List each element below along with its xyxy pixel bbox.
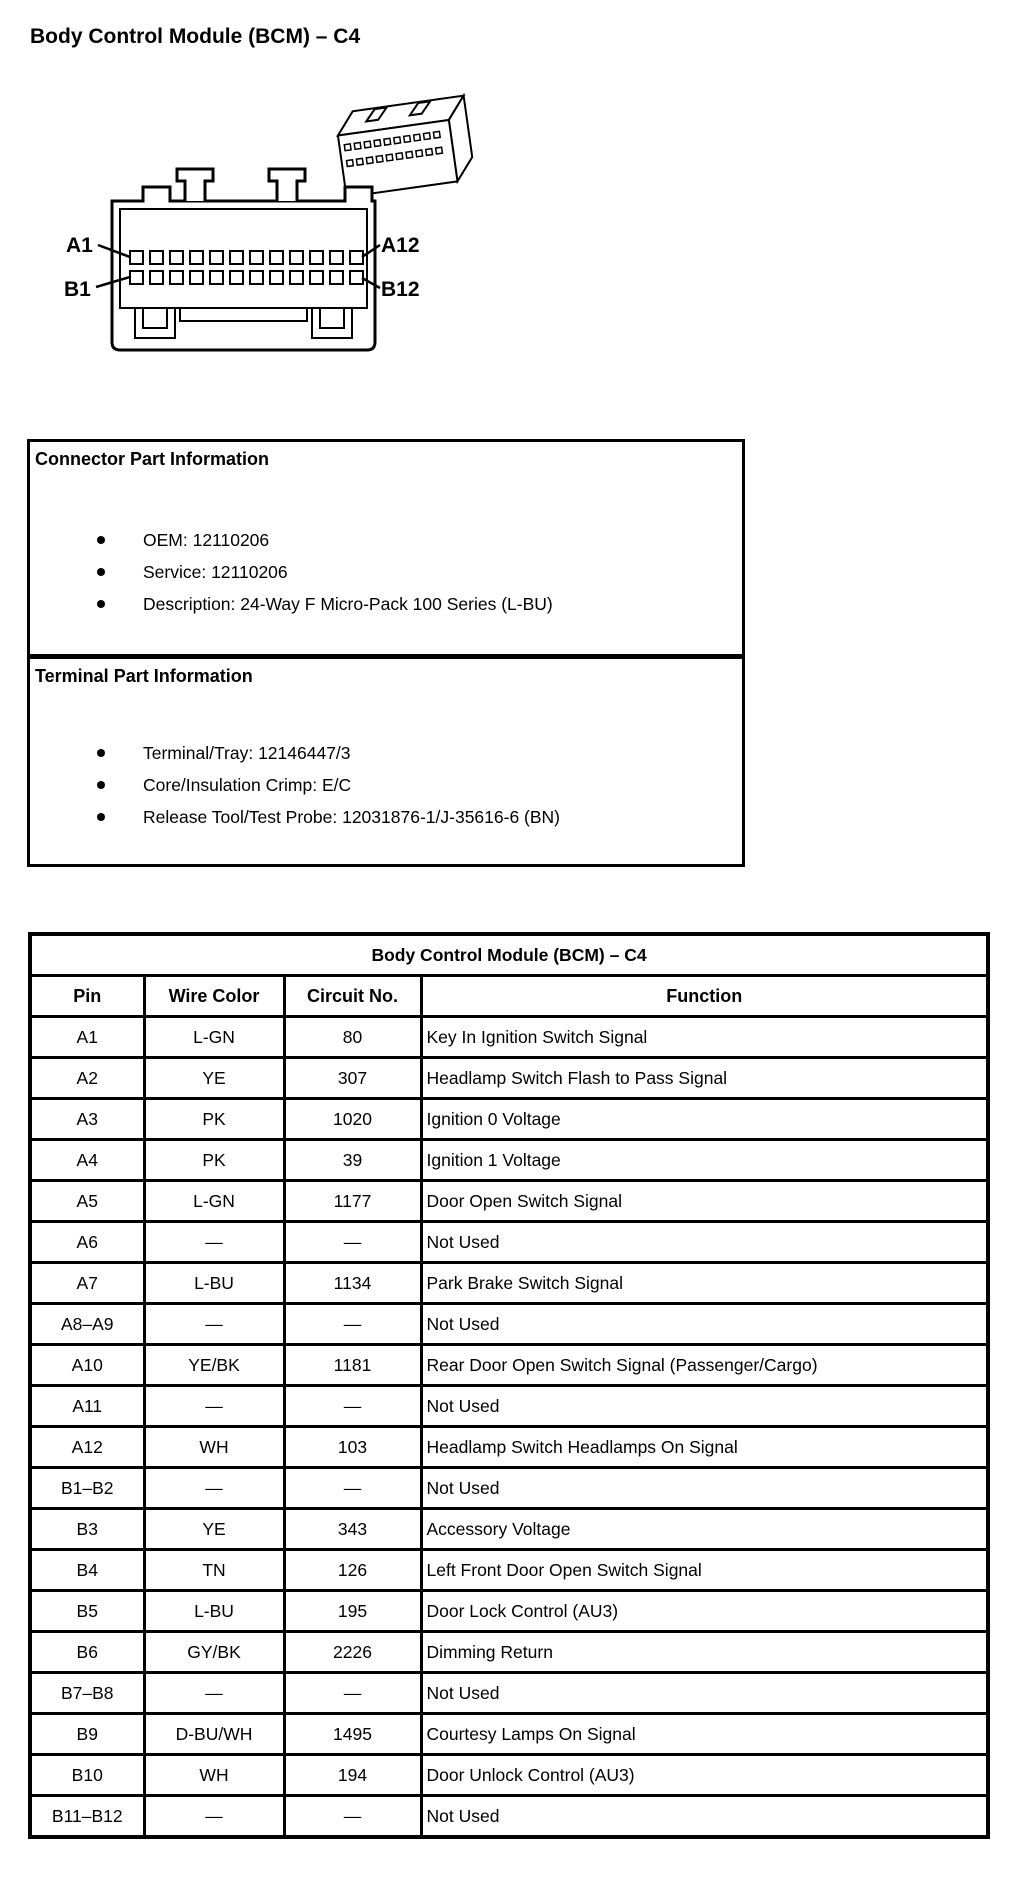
function-cell: Door Open Switch Signal bbox=[421, 1181, 988, 1222]
connector-part-info-list bbox=[35, 524, 734, 620]
table-row bbox=[30, 1468, 988, 1509]
terminal-part-info-list bbox=[35, 737, 734, 833]
table-row bbox=[30, 1509, 988, 1550]
connector-part-information-section bbox=[30, 442, 742, 654]
circuit-no-cell: 80 bbox=[284, 1017, 421, 1058]
list-item: Service: 12110206 bbox=[95, 556, 734, 588]
pin-label-b12: B12 bbox=[381, 278, 420, 301]
connector-diagram bbox=[40, 85, 1024, 377]
connector-part-info-heading: Connector Part Information bbox=[35, 449, 270, 469]
function-cell: Ignition 1 Voltage bbox=[421, 1140, 988, 1181]
table-row bbox=[30, 1345, 988, 1386]
circuit-no-cell: — bbox=[284, 1386, 421, 1427]
pin-cell: A7 bbox=[30, 1263, 144, 1304]
pin-cell: A12 bbox=[30, 1427, 144, 1468]
circuit-no-cell: 39 bbox=[284, 1140, 421, 1181]
function-cell: Door Unlock Control (AU3) bbox=[421, 1755, 988, 1796]
wire-color-cell: — bbox=[144, 1304, 284, 1345]
function-cell: Park Brake Switch Signal bbox=[421, 1263, 988, 1304]
wire-color-cell: YE/BK bbox=[144, 1345, 284, 1386]
circuit-no-cell: 195 bbox=[284, 1591, 421, 1632]
table-row bbox=[30, 1263, 988, 1304]
function-cell: Dimming Return bbox=[421, 1632, 988, 1673]
wire-color-cell: — bbox=[144, 1796, 284, 1838]
circuit-no-cell: 1134 bbox=[284, 1263, 421, 1304]
circuit-no-cell: — bbox=[284, 1673, 421, 1714]
column-header-pin: Pin bbox=[30, 976, 144, 1017]
function-cell: Ignition 0 Voltage bbox=[421, 1099, 988, 1140]
pin-label-a12: A12 bbox=[381, 234, 420, 257]
pin-cell: A11 bbox=[30, 1386, 144, 1427]
wire-color-cell: L-BU bbox=[144, 1263, 284, 1304]
table-row bbox=[30, 1755, 988, 1796]
part-information-box bbox=[27, 439, 745, 867]
table-row bbox=[30, 1796, 988, 1838]
wire-color-cell: GY/BK bbox=[144, 1632, 284, 1673]
wire-color-cell: — bbox=[144, 1222, 284, 1263]
pin-cell: B4 bbox=[30, 1550, 144, 1591]
pin-cell: B7–B8 bbox=[30, 1673, 144, 1714]
pin-cell: B9 bbox=[30, 1714, 144, 1755]
circuit-no-cell: 1181 bbox=[284, 1345, 421, 1386]
function-cell: Left Front Door Open Switch Signal bbox=[421, 1550, 988, 1591]
table-row bbox=[30, 1427, 988, 1468]
pin-cell: A10 bbox=[30, 1345, 144, 1386]
circuit-no-cell: 126 bbox=[284, 1550, 421, 1591]
function-cell: Not Used bbox=[421, 1468, 988, 1509]
function-cell: Headlamp Switch Headlamps On Signal bbox=[421, 1427, 988, 1468]
table-row bbox=[30, 1673, 988, 1714]
pin-cell: A4 bbox=[30, 1140, 144, 1181]
function-cell: Not Used bbox=[421, 1304, 988, 1345]
column-header-wire-color: Wire Color bbox=[144, 976, 284, 1017]
function-cell: Key In Ignition Switch Signal bbox=[421, 1017, 988, 1058]
list-item: Core/Insulation Crimp: E/C bbox=[95, 769, 734, 801]
function-cell: Rear Door Open Switch Signal (Passenger/Cargo) bbox=[421, 1345, 988, 1386]
function-cell: Headlamp Switch Flash to Pass Signal bbox=[421, 1058, 988, 1099]
pin-cell: B6 bbox=[30, 1632, 144, 1673]
circuit-no-cell: — bbox=[284, 1796, 421, 1838]
table-row bbox=[30, 1714, 988, 1755]
pin-cell: A2 bbox=[30, 1058, 144, 1099]
connector-latch-tab bbox=[269, 169, 305, 201]
terminal-part-information-section bbox=[30, 654, 742, 864]
wire-color-cell: D-BU/WH bbox=[144, 1714, 284, 1755]
wire-color-cell: YE bbox=[144, 1509, 284, 1550]
function-cell: Not Used bbox=[421, 1222, 988, 1263]
column-header-function: Function bbox=[421, 976, 988, 1017]
wire-color-cell: L-GN bbox=[144, 1017, 284, 1058]
pin-cell: A1 bbox=[30, 1017, 144, 1058]
column-header-circuit-no: Circuit No. bbox=[284, 976, 421, 1017]
connector-3d-view bbox=[335, 96, 475, 197]
connector-face-outline bbox=[112, 187, 375, 350]
wire-color-cell: YE bbox=[144, 1058, 284, 1099]
circuit-no-cell: — bbox=[284, 1304, 421, 1345]
table-row bbox=[30, 1386, 988, 1427]
terminal-part-info-heading: Terminal Part Information bbox=[35, 666, 253, 686]
function-cell: Not Used bbox=[421, 1796, 988, 1838]
pin-cell: B11–B12 bbox=[30, 1796, 144, 1838]
circuit-no-cell: 194 bbox=[284, 1755, 421, 1796]
function-cell: Not Used bbox=[421, 1673, 988, 1714]
pin-cell: B10 bbox=[30, 1755, 144, 1796]
pin-cell: B1–B2 bbox=[30, 1468, 144, 1509]
pinout-table-body bbox=[30, 1017, 988, 1838]
list-item: OEM: 12110206 bbox=[95, 524, 734, 556]
wire-color-cell: L-BU bbox=[144, 1591, 284, 1632]
list-item: Release Tool/Test Probe: 12031876-1/J-35616-6 (BN) bbox=[95, 801, 734, 833]
circuit-no-cell: 1020 bbox=[284, 1099, 421, 1140]
wire-color-cell: WH bbox=[144, 1427, 284, 1468]
connector-diagram-svg bbox=[40, 85, 500, 377]
table-row bbox=[30, 1222, 988, 1263]
circuit-no-cell: — bbox=[284, 1222, 421, 1263]
wire-color-cell: PK bbox=[144, 1099, 284, 1140]
pin-cell: B5 bbox=[30, 1591, 144, 1632]
pinout-table-title-row bbox=[30, 934, 988, 976]
table-row bbox=[30, 1099, 988, 1140]
table-row bbox=[30, 1181, 988, 1222]
table-row bbox=[30, 1632, 988, 1673]
wire-color-cell: L-GN bbox=[144, 1181, 284, 1222]
table-row bbox=[30, 1017, 988, 1058]
list-item: Description: 24-Way F Micro-Pack 100 Series (L-BU) bbox=[95, 588, 734, 620]
circuit-no-cell: 103 bbox=[284, 1427, 421, 1468]
pin-cell: A8–A9 bbox=[30, 1304, 144, 1345]
pin-cell: A6 bbox=[30, 1222, 144, 1263]
list-item: Terminal/Tray: 12146447/3 bbox=[95, 737, 734, 769]
wire-color-cell: WH bbox=[144, 1755, 284, 1796]
circuit-no-cell: 2226 bbox=[284, 1632, 421, 1673]
function-cell: Door Lock Control (AU3) bbox=[421, 1591, 988, 1632]
circuit-no-cell: 343 bbox=[284, 1509, 421, 1550]
page-title: Body Control Module (BCM) – C4 bbox=[30, 25, 361, 48]
pin-cell: A5 bbox=[30, 1181, 144, 1222]
wire-color-cell: — bbox=[144, 1386, 284, 1427]
function-cell: Accessory Voltage bbox=[421, 1509, 988, 1550]
pinout-table-header-row bbox=[30, 976, 988, 1017]
circuit-no-cell: 1177 bbox=[284, 1181, 421, 1222]
table-row bbox=[30, 1058, 988, 1099]
pin-cell: A3 bbox=[30, 1099, 144, 1140]
circuit-no-cell: 1495 bbox=[284, 1714, 421, 1755]
circuit-no-cell: 307 bbox=[284, 1058, 421, 1099]
connector-latch-tab bbox=[177, 169, 213, 201]
circuit-no-cell: — bbox=[284, 1468, 421, 1509]
table-row bbox=[30, 1304, 988, 1345]
pin-label-b1: B1 bbox=[64, 278, 91, 301]
pinout-table-title: Body Control Module (BCM) – C4 bbox=[30, 934, 988, 976]
function-cell: Not Used bbox=[421, 1386, 988, 1427]
wire-color-cell: — bbox=[144, 1673, 284, 1714]
table-row bbox=[30, 1550, 988, 1591]
pin-cell: B3 bbox=[30, 1509, 144, 1550]
table-row bbox=[30, 1140, 988, 1181]
pinout-table bbox=[28, 932, 990, 1839]
wire-color-cell: — bbox=[144, 1468, 284, 1509]
wire-color-cell: TN bbox=[144, 1550, 284, 1591]
wire-color-cell: PK bbox=[144, 1140, 284, 1181]
pin-label-a1: A1 bbox=[66, 234, 93, 257]
table-row bbox=[30, 1591, 988, 1632]
function-cell: Courtesy Lamps On Signal bbox=[421, 1714, 988, 1755]
